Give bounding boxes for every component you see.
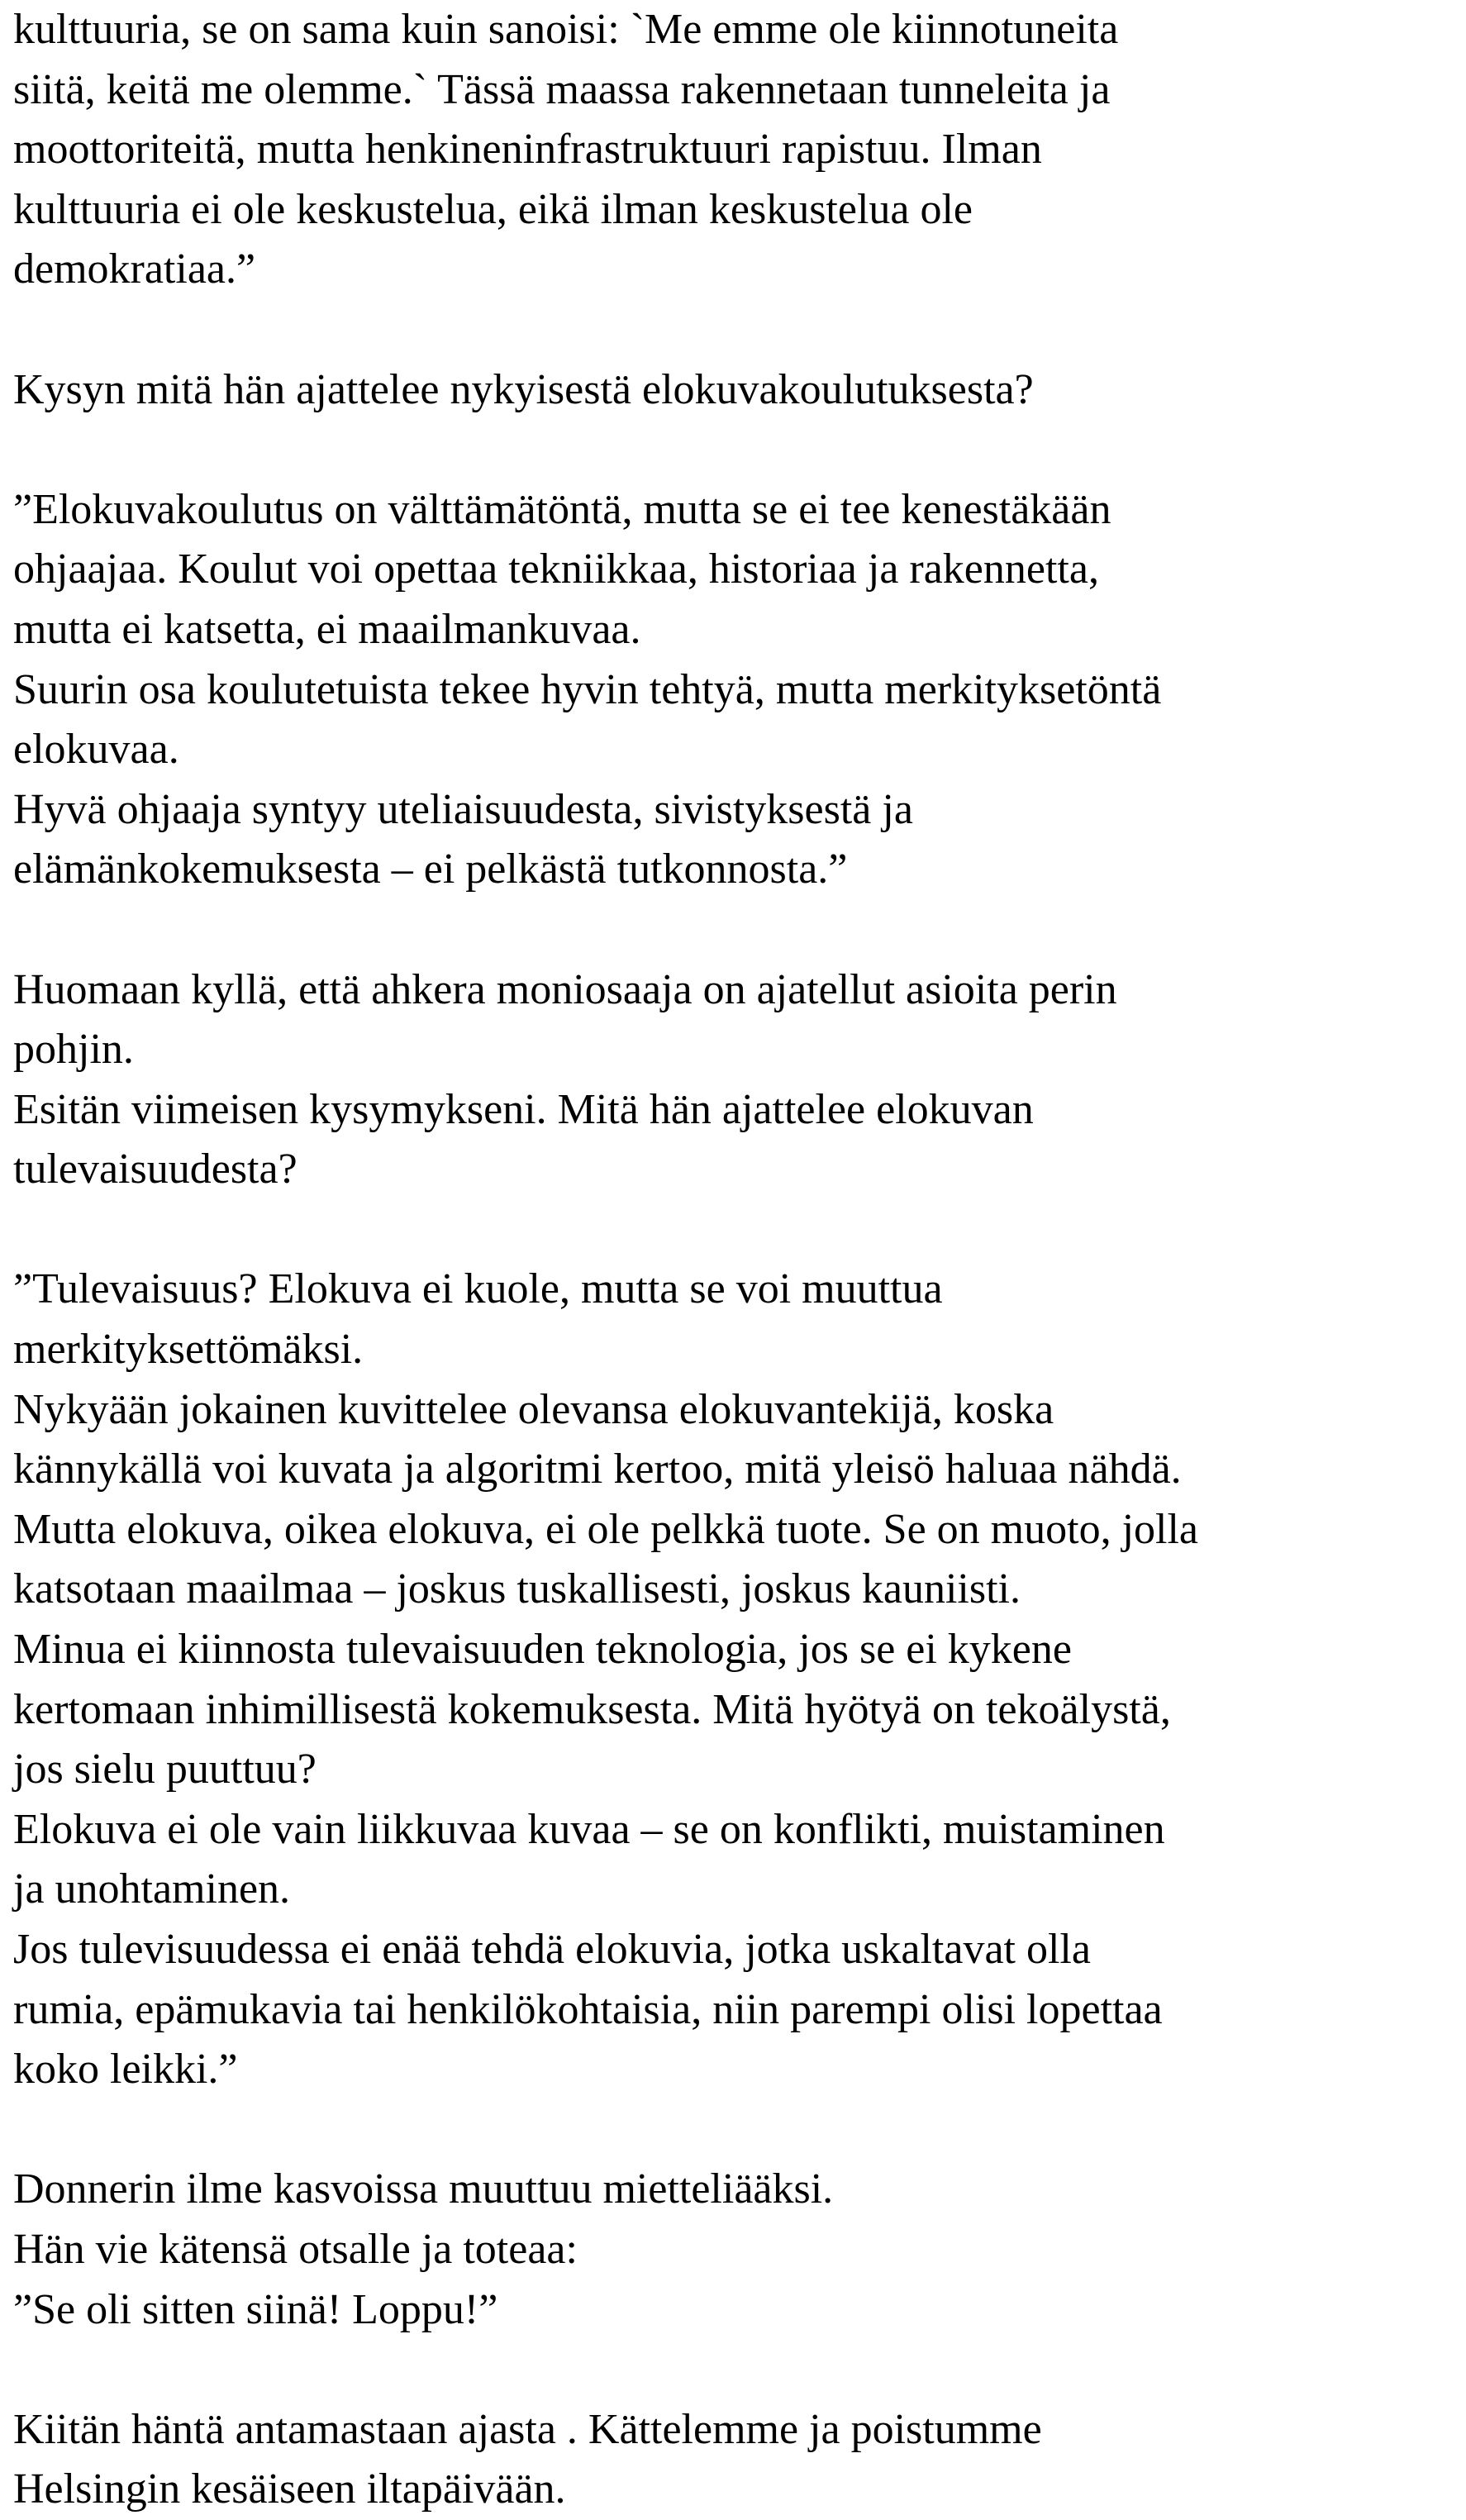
text-line: ”Elokuvakoulutus on välttämätöntä, mutta se ei tee kenestäkään (13, 485, 1111, 533)
text-line: Jos tulevisuudessa ei enää tehdä elokuvia, jotka uskaltavat olla (13, 1926, 1091, 1973)
text-line: Helsingin kesäiseen iltapäivään. (13, 2465, 566, 2513)
text-line: kännykällä voi kuvata ja algoritmi kertoo, mitä yleisö haluaa nähdä. (13, 1446, 1182, 1493)
text-line: koko leikki.” (13, 2046, 238, 2094)
text-line: ohjaajaa. Koulut voi opettaa tekniikkaa, historiaa ja rakennetta, (13, 545, 1099, 593)
text-line: katsotaan maailmaa – joskus tuskallisesti, joskus kauniisti. (13, 1565, 1021, 1613)
paragraph-donner-reaction (13, 2160, 1449, 2340)
text-line: Elokuva ei ole vain liikkuvaa kuvaa – se on konflikti, muistaminen (13, 1805, 1165, 1853)
text-line: tulevaisuudesta? (13, 1146, 297, 1193)
text-line: ”Tulevaisuus? Elokuva ei kuole, mutta se voi muuttua (13, 1265, 943, 1313)
text-line: Nykyään jokainen kuvittelee olevansa elokuvantekijä, koska (13, 1385, 1054, 1433)
text-line: Kiitän häntä antamastaan ajasta . Kättelemme ja poistumme (13, 2405, 1042, 2453)
text-line: Minua ei kiinnosta tulevaisuuden teknologia, jos se ei kykene (13, 1626, 1072, 1674)
text-line: Hyvä ohjaaja syntyy uteliaisuudesta, sivistyksestä ja (13, 785, 913, 833)
text-line: elämänkokemuksesta – ei pelkästä tutkonnosta.” (13, 846, 848, 893)
paragraph-answer-film-education (13, 480, 1449, 900)
text-line: ja unohtaminen. (13, 1865, 291, 1913)
text-line: Kysyn mitä hän ajattelee nykyisestä elokuvakoulutuksesta? (13, 365, 1034, 413)
text-line: Esitän viimeisen kysymykseni. Mitä hän ajattelee elokuvan (13, 1085, 1034, 1133)
text-line: Suurin osa koulutetuista tekee hyvin tehtyä, mutta merkityksetöntä (13, 665, 1162, 713)
text-line: kulttuuria, se on sama kuin sanoisi: `Me emme ole kiinnotuneita (13, 6, 1119, 53)
text-line: jos sielu puuttuu? (13, 1746, 317, 1794)
text-line: elokuvaa. (13, 726, 179, 774)
text-line: mutta ei katsetta, ei maailmankuvaa. (13, 605, 641, 653)
paragraph-question-future (13, 960, 1449, 1200)
text-line: kertomaan inhimillisestä kokemuksesta. Mitä hyötyä on tekoälystä, (13, 1685, 1171, 1733)
text-line: kulttuuria ei ole keskustelua, eikä ilman keskustelua ole (13, 185, 973, 233)
text-line: demokratiaa.” (13, 245, 256, 293)
text-line: merkityksettömäksi. (13, 1326, 364, 1374)
text-line: pohjin. (13, 1026, 134, 1074)
text-line: Mutta elokuva, oikea elokuva, ei ole pelkkä tuote. Se on muoto, jolla (13, 1505, 1198, 1553)
paragraph-answer-future (13, 1260, 1449, 2099)
paragraph-closing (13, 2400, 1449, 2520)
paragraph-culture-quote-end (13, 0, 1449, 300)
text-line: rumia, epämukavia tai henkilökohtaisia, niin parempi olisi lopettaa (13, 1985, 1163, 2033)
paragraph-question-film-education (13, 360, 1449, 421)
text-line: Hän vie kätensä otsalle ja toteaa: (13, 2225, 578, 2273)
text-line: Huomaan kyllä, että ahkera moniosaaja on ajatellut asioita perin (13, 965, 1117, 1013)
text-line: Donnerin ilme kasvoissa muuttuu mietteliääksi. (13, 2165, 834, 2213)
text-line: moottoriteitä, mutta henkineninfrastruktuuri rapistuu. Ilman (13, 126, 1042, 174)
text-line: siitä, keitä me olemme.` Tässä maassa rakennetaan tunneleita ja (13, 65, 1111, 113)
text-line: ”Se oli sitten siinä! Loppu!” (13, 2285, 498, 2333)
